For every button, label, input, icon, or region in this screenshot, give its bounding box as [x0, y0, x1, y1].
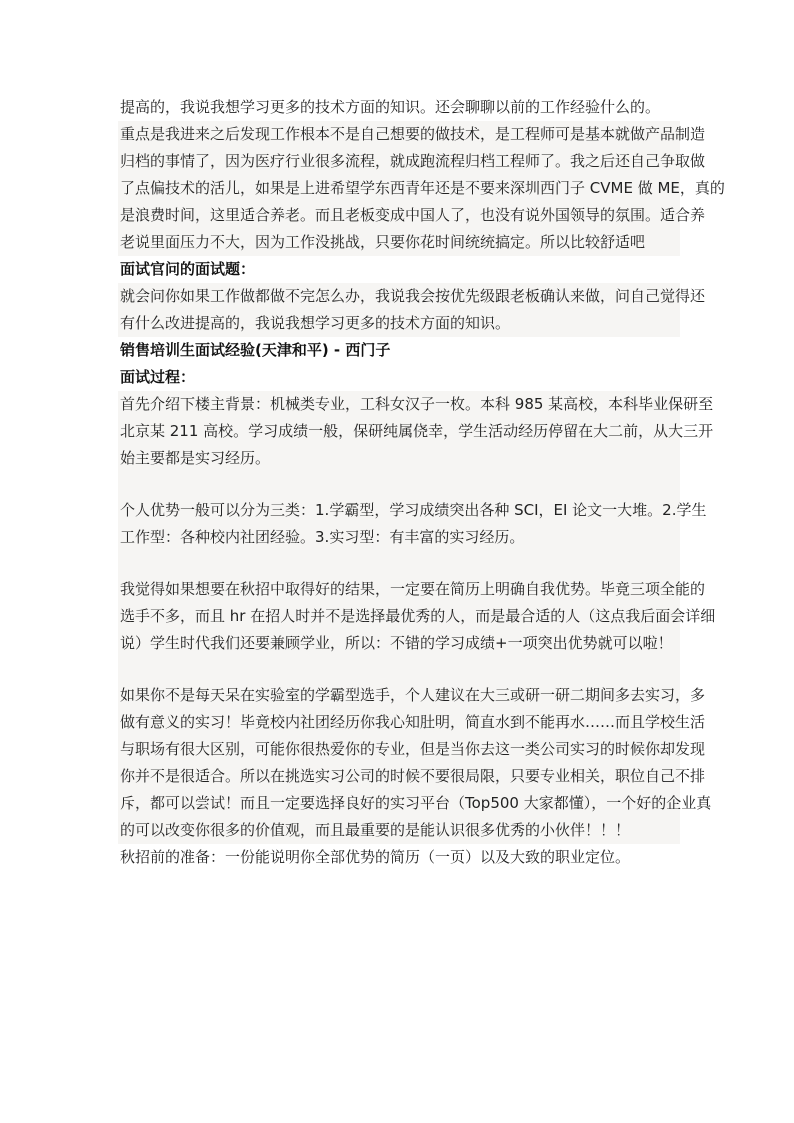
paragraph-line: 说）学生时代我们还要兼顾学业，所以：不错的学习成绩+一项突出优势就可以啦！ — [118, 630, 680, 657]
paragraph-line: 北京某 211 高校。学习成绩一般，保研纯属侥幸，学生活动经历停留在大二前，从大三开 — [118, 418, 680, 445]
paragraph-line: 的可以改变你很多的价值观，而且最重要的是能认识很多优秀的小伙伴！！！ — [118, 817, 680, 844]
document-body — [118, 94, 725, 871]
section-heading: 面试过程： — [120, 368, 196, 386]
paragraph-line: 就会问你如果工作做都做不完怎么办，我说我会按优先级跟老板确认来做，问自己觉得还 — [118, 283, 680, 310]
paragraph-line: 有什么改进提高的，我说我想学习更多的技术方面的知识。 — [118, 310, 680, 337]
paragraph-spacer — [118, 551, 680, 576]
paragraph-line: 我觉得如果想要在秋招中取得好的结果，一定要在简历上明确自我优势。毕竟三项全能的 — [118, 576, 680, 603]
paragraph-line: 首先介绍下楼主背景：机械类专业，工科女汉子一枚。本科 985 某高校，本科毕业保研至 — [118, 391, 680, 418]
paragraph-spacer — [118, 472, 680, 497]
paragraph-spacer — [118, 657, 680, 682]
paragraph-line: 工作型：各种校内社团经验。3.实习型：有丰富的实习经历。 — [118, 524, 680, 551]
paragraph-line: 与职场有很大区别，可能你很热爱你的专业，但是当你去这一类公司实习的时候你却发现 — [118, 736, 680, 763]
paragraph-line: 个人优势一般可以分为三类：1.学霸型，学习成绩突出各种 SCI，EI 论文一大堆。2.学生 — [118, 497, 680, 524]
paragraph-line: 是浪费时间，这里适合养老。而且老板变成中国人了，也没有说外国领导的氛围。适合养 — [118, 202, 680, 229]
paragraph-line: 归档的事情了，因为医疗行业很多流程，就成跑流程归档工程师了。我之后还自己争取做 — [118, 148, 680, 175]
paragraph-line: 秋招前的准备：一份能说明你全部优势的简历（一页）以及大致的职业定位。 — [120, 848, 631, 866]
paragraph-line: 提高的，我说我想学习更多的技术方面的知识。还会聊聊以前的工作经验什么的。 — [120, 98, 661, 116]
section-title: 销售培训生面试经验(天津和平) - 西门子 — [120, 341, 391, 359]
paragraph-line: 做有意义的实习！毕竟校内社团经历你我心知肚明，简直水到不能再水……而且学校生活 — [118, 709, 680, 736]
paragraph-line: 重点是我进来之后发现工作根本不是自己想要的做技术，是工程师可是基本就做产品制造 — [118, 121, 680, 148]
paragraph-line: 斥，都可以尝试！而且一定要选择良好的实习平台（Top500 大家都懂），一个好的企业真 — [118, 790, 680, 817]
paragraph-line: 选手不多，而且 hr 在招人时并不是选择最优秀的人，而是最合适的人（这点我后面会详细 — [118, 603, 680, 630]
paragraph-line: 如果你不是每天呆在实验室的学霸型选手，个人建议在大三或研一研二期间多去实习，多 — [118, 682, 680, 709]
paragraph-line: 了点偏技术的活儿，如果是上进希望学东西青年还是不要来深圳西门子 CVME 做 ME，真的 — [118, 175, 680, 202]
paragraph-line: 你并不是很适合。所以在挑选实习公司的时候不要很局限，只要专业相关，职位自己不排 — [118, 763, 680, 790]
section-heading: 面试官问的面试题： — [120, 260, 256, 278]
paragraph-line: 始主要都是实习经历。 — [118, 445, 680, 472]
paragraph-line: 老说里面压力不大，因为工作没挑战，只要你花时间统统搞定。所以比较舒适吧 — [118, 229, 680, 256]
